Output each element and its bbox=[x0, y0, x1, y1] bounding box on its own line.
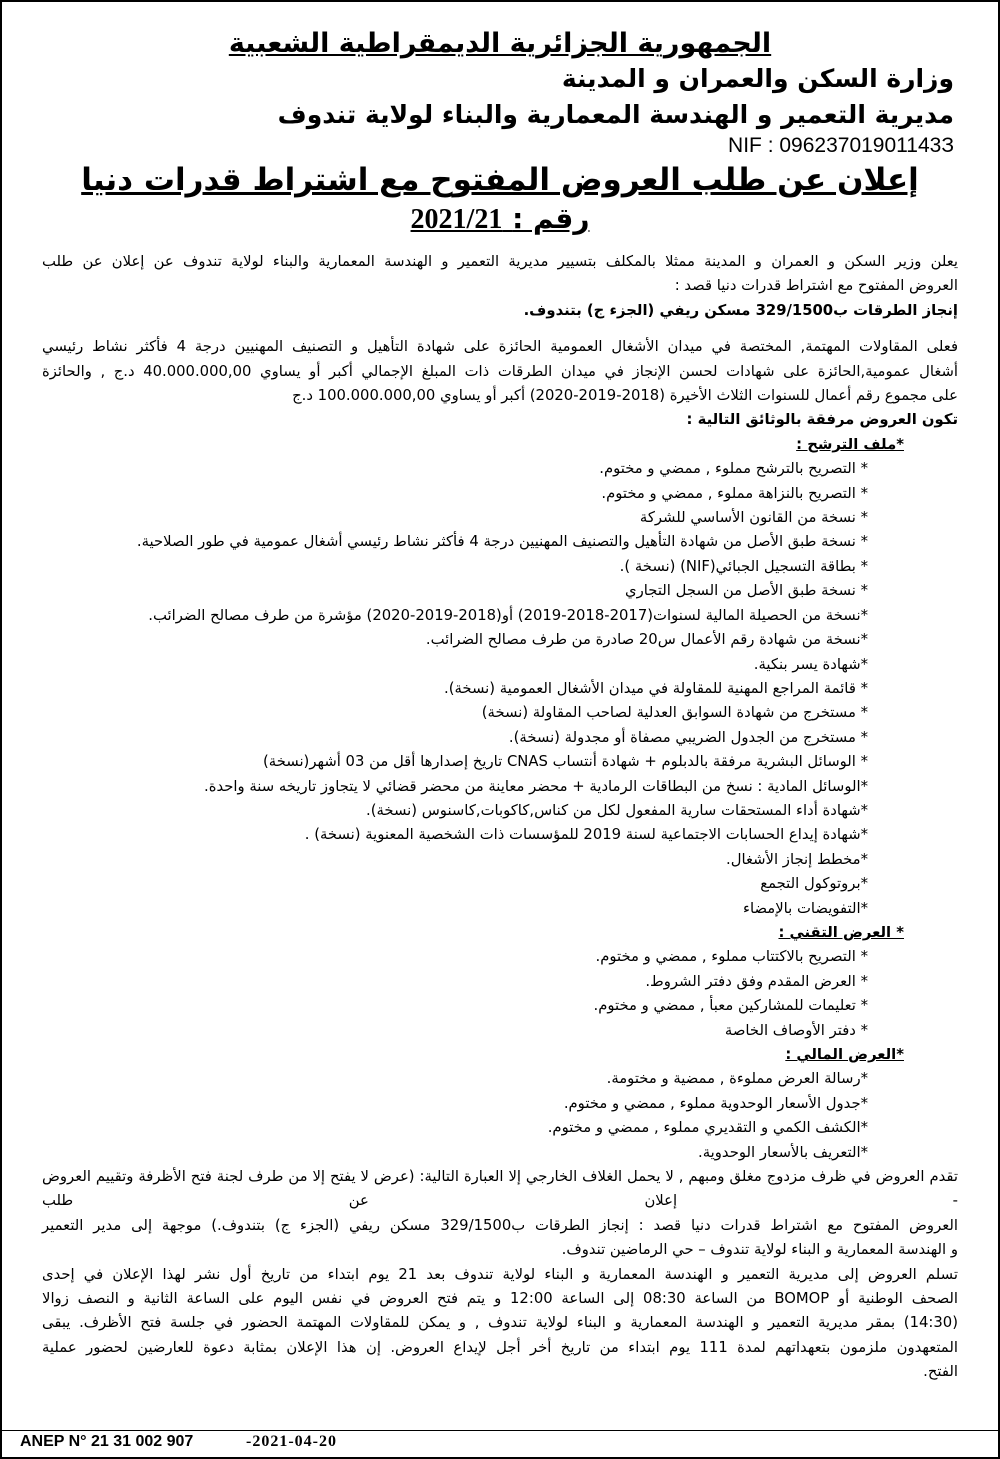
publication-date: -2021-04-20 bbox=[246, 1433, 337, 1450]
announcement-title: إعلان عن طلب العروض المفتوح مع اشتراط قدرات دنيا bbox=[81, 162, 919, 198]
list-item: *الكشف الكمي و التقديري مملوء , ممضي و مختوم. bbox=[547, 1119, 868, 1137]
documents-intro: تكون العروض مرفقة بالوثائق التالية : bbox=[686, 411, 958, 429]
list-item: *التفويضات بالإمضاء bbox=[743, 899, 868, 917]
list-item: *شهادة إيداع الحسابات الاجتماعية لسنة 2019 للمؤسسات ذات الشخصية المعنوية (نسخة) . bbox=[304, 826, 868, 844]
financial-list bbox=[42, 1067, 958, 1165]
directorate-heading: مديرية التعمير و الهندسة المعمارية والبناء لولاية تندوف bbox=[277, 100, 954, 129]
list-item: * الوسائل البشرية مرفقة بالدبلوم + شهادة أنتساب CNAS تاريخ إصدارها أقل من 03 أشهر(نسخة) bbox=[262, 753, 868, 771]
list-item: *التعريف بالأسعار الوحدوية. bbox=[698, 1143, 868, 1161]
list-item: * بطاقة التسجيل الجبائي(NIF) (نسخة ). bbox=[619, 557, 868, 575]
list-item: * نسخة طبق الأصل من السجل التجاري bbox=[625, 582, 868, 600]
list-item: *نسخة من الحصيلة المالية لسنوات(2017-2018-2019) أو(2018-2019-2020) مؤشرة من طرف مصالح الضرائب. bbox=[148, 606, 868, 624]
deadline-line: الصحف الوطنية أو BOMOP من الساعة 08:30 إلى الساعة 12:00 و يتم فتح العروض في نفس اليوم على الساعة الثانية و النصف زوالا bbox=[42, 1290, 959, 1308]
deadline-line: (14:30) بمقر مديرية التعمير و الهندسة المعمارية و البناء لولاية تندوف , و يمكن للمقاولات المهتمة الحضور في جلسة فتح الأظرف. يبقى bbox=[42, 1314, 958, 1332]
candidature-list bbox=[42, 457, 958, 921]
list-item: * مستخرج من الجدول الضريبي مصفاة أو مجدولة (نسخة). bbox=[508, 728, 868, 746]
eligibility-line: فعلى المقاولات المهتمة, المختصة في ميدان الأشغال العمومية الحائزة على شهادة التأهيل و التصنيف المهنيين درجة 4 فأكثر نشاط رئيسي bbox=[42, 338, 959, 356]
list-item: *بروتوكول التجمع bbox=[760, 875, 868, 893]
announcement-body bbox=[42, 250, 958, 1385]
list-item: * تعليمات للمشاركين معبأ , ممضي و مختوم. bbox=[593, 997, 868, 1015]
list-item: * نسخة من القانون الأساسي للشركة bbox=[639, 509, 868, 527]
eligibility-line: أشغال عمومية,الحائزة على شهادات لحسن الإنجاز في ميدان الطرقات ذات المبلغ الإجمالي أكبر أو يساوي 40.000.000,00 د.ج , والحائزة bbox=[42, 362, 958, 380]
submission-line: و الهندسة المعمارية و البناء لولاية تندوف – حي الرماضين تندوف. bbox=[561, 1241, 958, 1259]
technical-list bbox=[42, 945, 958, 1043]
deadline-line: الفتح. bbox=[923, 1363, 958, 1381]
footer-bar bbox=[2, 1430, 998, 1457]
list-item: * التصريح بالاكتتاب مملوء , ممضي و مختوم. bbox=[595, 948, 868, 966]
nif-number: NIF : 09623701901143З bbox=[728, 134, 954, 157]
intro-line: العروض المفتوح مع اشتراط قدرات دنيا قصد : bbox=[674, 277, 958, 295]
list-item: *الوسائل المادية : نسخ من البطاقات الرمادية + محضر معاينة من محضر قضائي لا يتجاوز تاريخه سنة واحدة. bbox=[204, 777, 868, 795]
eligibility-line: على مجموع رقم أعمال للسنوات الثلاث الأخيرة (2018-2019-2020) أكبر أو يساوي 100.000.000,00 د.ج bbox=[292, 387, 958, 405]
submission-line: تقدم العروض في ظرف مزدوج مغلق ومبهم , لا يحمل الغلاف الخارجي إلا العبارة التالية: (عرض لا يفتح إلا من طرف لجنة فتح الأظرفة وتقييم العروض - إعلان عن طلب bbox=[42, 1168, 958, 1210]
technical-heading: * العرض التقني : bbox=[778, 923, 904, 941]
list-item: *شهادة أداء المستحقات سارية المفعول لكل من كناس,كاكوبات,كاسنوس (نسخة). bbox=[365, 801, 868, 819]
announcement-number bbox=[2, 202, 998, 236]
list-item: * نسخة طبق الأصل من شهادة التأهيل والتصنيف المهنيين درجة 4 فأكثر نشاط رئيسي أشغال عمومية في طور الصلاحية. bbox=[136, 533, 868, 551]
list-item: *مخطط إنجاز الأشغال. bbox=[726, 850, 868, 868]
candidature-heading: *ملف الترشح : bbox=[796, 435, 904, 453]
anep-reference: ANEP N° 21 31 002 907 bbox=[20, 1433, 194, 1450]
list-item: * التصريح بالنزاهة مملوء , ممضي و مختوم. bbox=[601, 484, 868, 502]
deadline-line: المتعهدون ملزمون بتعهداتهم لمدة 111 يوم ابتداء من تاريخ أخر أجل لإيداع العروض. إن هذا الإعلان بمثابة دعوة للعارضين لحضور عملية bbox=[42, 1338, 958, 1356]
list-item: *رسالة العرض مملوءة , ممضية و مختومة. bbox=[606, 1070, 868, 1088]
list-item: * العرض المقدم وفق دفتر الشروط. bbox=[645, 972, 868, 990]
financial-heading: *العرض المالي : bbox=[785, 1046, 904, 1063]
list-item: * مستخرج من شهادة السوابق العدلية لصاحب المقاولة (نسخة) bbox=[481, 704, 868, 722]
list-item: * قائمة المراجع المهنية للمقاولة في ميدان الأشغال العمومية (نسخة). bbox=[443, 679, 868, 697]
ministry-heading: وزارة السكن والعمران و المدينة bbox=[561, 64, 954, 93]
submission-line: العروض المفتوح مع اشتراط قدرات دنيا قصد : إنجاز الطرقات ب329/1500 مسكن ريفي (الجزء ج) بتندوف.) موجهة إلى مدير التعمير bbox=[42, 1216, 958, 1234]
list-item: * دفتر الأوصاف الخاصة bbox=[724, 1021, 868, 1039]
project-name: إنجاز الطرقات ب329/1500 مسكن ريفي (الجزء ج) بتندوف. bbox=[523, 301, 958, 319]
deadline-line: تسلم العروض إلى مديرية التعمير و الهندسة المعمارية و البناء لولاية تندوف بعد 21 يوم ابتداء من تاريخ أول نشر لهذا الإعلان في إحدى bbox=[42, 1265, 958, 1283]
list-item: * التصريح بالترشح مملوء , ممضي و مختوم. bbox=[599, 460, 868, 478]
list-item: *نسخة من شهادة رقم الأعمال س20 صادرة من طرف مصالح الضرائب. bbox=[425, 631, 868, 649]
intro-line: يعلن وزير السكن و العمران و المدينة ممثلا بالمكلف بتسيير مديرية التعمير و الهندسة المعمارية والبناء لولاية تندوف عن إعلان عن طلب bbox=[42, 253, 958, 270]
list-item: *شهادة يسر بنكية. bbox=[753, 655, 868, 673]
list-item: *جدول الأسعار الوحدوية مملوء , ممضي و مختوم. bbox=[563, 1094, 868, 1112]
number-value: 2021/21 bbox=[410, 204, 503, 235]
number-label: رقم : bbox=[512, 202, 590, 235]
republic-heading: الجمهورية الجزائرية الديمقراطية الشعبية bbox=[228, 28, 772, 59]
